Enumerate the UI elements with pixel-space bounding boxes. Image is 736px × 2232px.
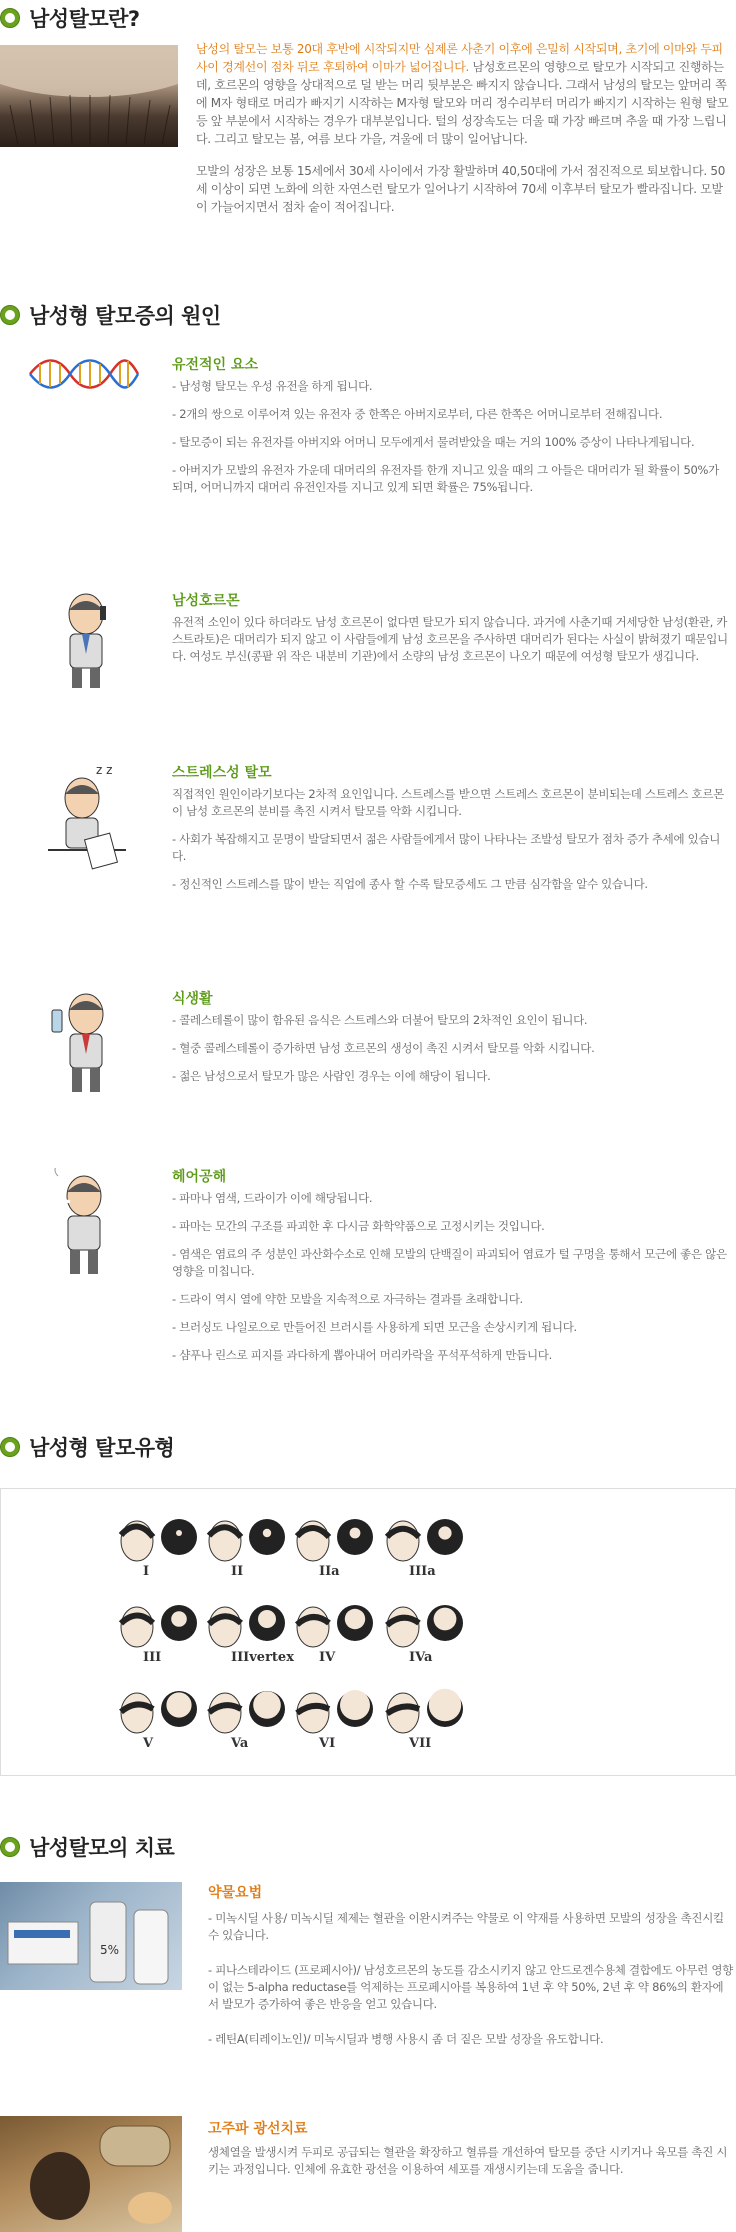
subhead-light-therapy: 고주파 광선치료	[208, 2121, 308, 2137]
hair-loss-type-label: III	[143, 1650, 162, 1665]
subhead-diet: 식생활	[172, 991, 213, 1007]
stressed-man-illustration	[44, 760, 130, 874]
man-drinking-illustration	[44, 990, 120, 1104]
subhead-hormone: 남성호르몬	[172, 593, 240, 609]
hair-loss-type-IIIa	[387, 1519, 463, 1561]
hair-loss-type-I	[121, 1519, 197, 1561]
subhead-stress: 스트레스성 탈모	[172, 765, 272, 781]
dna-helix-icon	[28, 356, 140, 396]
subhead-hair-damage: 헤어공해	[172, 1169, 227, 1185]
hair-damage-text: - 파마나 염색, 드라이가 이에 해당됩니다. - 파마는 모간의 구조를 파괴한 후 다시금 화학약품으로 고정시키는 것입니다. - 염색은 염료의 주 성분인 과산화수소로 인해 모발의 단백질이 파괴되어 염료가 털 구멍을 통해서 모근에 좋은 않은 영향을 미칩니다. - 드라이 역시 열에 약한 모발을 지속적으로 자극하는 결과를 초래합니다. - 브러싱도 나일로으로 만들어진 브러시를 사용하게 되면 모근을 손상시키게 됩니다. - 샴푸나 린스로 피지를 과다하게 뽑아내어 머리카락을 푸석푸석하게 만듭니다.	[172, 1191, 727, 1362]
hair-loss-type-label: Va	[231, 1736, 249, 1751]
hair-loss-type-label: IIIa	[409, 1564, 436, 1579]
light-therapy-photo	[0, 2116, 182, 2232]
hormone-text: 유전적 소인이 있다 하더라도 남성 호르몬이 없다면 탈모가 되지 않습니다. 과거에 사춘기때 거세당한 남성(환관, 카스트라토)은 대머리가 되지 않고 이 사람들에게 남성 호르몬을 주사하면 대머리가 된다는 사실이 밝혀졌기 때문입니다. 여성도 부신(콩팥 위 작은 내분비 기관)에서 소량의 남성 호르몬이 나오기 때문에 여성형 탈모가 생깁니다.	[172, 615, 728, 663]
hair-loss-type-IIa	[297, 1519, 373, 1561]
hair-loss-type-label: VI	[319, 1736, 336, 1751]
hair-loss-type-label: VII	[409, 1736, 432, 1751]
subhead-genetic: 유전적인 요소	[172, 357, 259, 373]
section-title-causes: 남성형 탈모증의 원인	[0, 300, 221, 330]
hair-loss-type-IIIvertex	[209, 1605, 285, 1647]
section-title-treatment: 남성탈모의 치료	[0, 1832, 174, 1862]
man-smoking-illustration	[44, 1168, 120, 1282]
hair-loss-type-label: V	[143, 1736, 154, 1751]
medication-product-photo	[0, 1882, 182, 1990]
diet-text: - 콜레스테롤이 많이 함유된 음식은 스트레스와 더불어 탈모의 2차적인 요인이 됩니다. - 혈중 콜레스테롤이 증가하면 남성 호르몬의 생성이 촉진 시켜서 탈모를 악화 시킵니다. - 젊은 남성으로서 탈모가 많은 사람인 경우는 이에 해당이 됩니다.	[172, 1013, 595, 1083]
hair-loss-type-label: IIa	[319, 1564, 340, 1579]
svg-text:5%: 5%	[100, 1943, 120, 1957]
hair-loss-type-Va	[209, 1691, 285, 1733]
circle-bullet-icon	[0, 305, 20, 325]
hair-loss-type-label: IVa	[409, 1650, 433, 1665]
hair-loss-type-II	[209, 1519, 285, 1561]
man-phone-illustration	[56, 592, 116, 696]
hair-loss-type-VI	[297, 1690, 373, 1733]
hair-loss-type-VII	[387, 1689, 463, 1733]
svg-text:z z: z z	[96, 763, 113, 777]
hair-loss-type-label: II	[231, 1564, 244, 1579]
hair-loss-type-IVa	[387, 1605, 463, 1647]
norwood-scale-illustration	[1, 1489, 735, 1775]
light-text: 생체열을 발생시켜 두피로 공급되는 혈관을 확장하고 혈류를 개선하여 탈모를 중단 시키거나 육모를 촉진 시키는 과정입니다. 인체에 유효한 광선을 이용하여 세포를 재생시키는데 도움을 줍니다.	[208, 2145, 728, 2176]
section-title-types: 남성형 탈모유형	[0, 1432, 174, 1462]
genetic-text: - 남성형 탈모는 우성 유전을 하게 됩니다. - 2개의 쌍으로 이루어져 있는 유전자 중 한쪽은 아버지로부터, 다른 한쪽은 어머니로부터 전해집니다. - 탈모증이 되는 유전자를 아버지와 어머니 모두에게서 물려받았을 때는 거의 100% 증상이 나타나게됩니다. - 아버지가 모발의 유전자 가운데 대머리의 유전자를 한개 지니고 있을 때의 그 아들은 대머리가 될 확률이 50%가 되며, 어머니까지 대머리 유전인자를 지니고 있게 되면 확률은 75%됩니다.	[172, 379, 719, 494]
hair-loss-types-diagram	[0, 1488, 736, 1776]
hair-loss-type-IV	[297, 1605, 373, 1647]
drug-text: - 미녹시딜 사용/ 미녹시딜 제제는 혈관을 이완시켜주는 약물로 이 약재를 사용하면 모발의 성장을 촉진시킬 수 있습니다. - 피나스테라이드 (프로페시아)/ 남성호르몬의 농도를 감소시키지 않고 안드로겐수용체 결합에도 아무런 영향이 없는 5-alpha reductase를 억제하는 프로페시아를 복용하여 1년 후 약 50%, 2년 후 약 86%의 환자에서 발모가 증가하여 좋은 반응을 얻고 있습니다. - 레틴A(티레이노인)/ 미녹시딜과 병행 사용시 좀 더 짙은 모발 성장을 유도합니다.	[208, 1911, 733, 2046]
section-1-text: 남성의 탈모는 보통 20대 후반에 시작되지만 심제론 사춘기 이후에 은밀히 시작되며, 초기에 이마와 두피사이 경계선이 점차 뒤로 후퇴하여 이마가 넓어집니다. 남성호르몬의 영향으로 탈모가 시작되고 진행하는데, 호르몬의 영향을 상대적으로 덜 받는 머리 뒷부분은 빠지지 않습니다. 그래서 남성의 탈모는 앞머리 쪽에 M자 형태로 머리가 빠지기 시작하는 M자형 탈모와 머리 정수리부터 머리가 빠지기 시작하는 원형 탈모 등 앞 부분에서 시작하는 경우가 대부분입니다. 털의 성장속도는 더울 때 가장 빠르며 추울 때 가장 느립니다. 그리고 탈모는 봄, 여름 보다 가을, 겨울에 더 많이 일어납니다. 모발의 성장은 보통 15세에서 30세 사이에서 가장 활발하며 40,50대에 가서 점진적으로 퇴보합니다. 50세 이상이 되면 노화에 의한 자연스런 탈모가 일어나기 시작하여 70세 이후부터 탈모가 빨라집니다. 모발이 가늘어지면서 점차 숱이 적어집니다.	[196, 42, 729, 214]
hair-scalp-photo	[0, 45, 178, 147]
hair-loss-type-III	[121, 1605, 197, 1647]
hair-loss-type-label: I	[143, 1564, 150, 1579]
circle-bullet-icon	[0, 1837, 20, 1857]
hair-loss-type-label: IIIvertex	[231, 1650, 294, 1665]
hair-loss-type-label: IV	[319, 1650, 336, 1665]
circle-bullet-icon	[0, 8, 20, 28]
hair-loss-type-V	[121, 1691, 197, 1733]
stress-text: 직접적인 원인이라기보다는 2차적 요인입니다. 스트레스를 받으면 스트레스 호르몬이 분비되는데 스트레스 호르몬이 남성 호르몬의 분비를 촉진 시켜서 탈모를 악화 시킵니다. - 사회가 복잡해지고 문명이 발달되면서 젊은 사람들에게서 많이 나타나는 조발성 탈모가 점차 증가 추세에 있습니다. - 정신적인 스트레스를 많이 받는 직업에 종사 할 수록 탈모증세도 그 만큼 심각함을 알수 있습니다.	[172, 787, 724, 891]
subhead-drug-therapy: 약물요법	[208, 1885, 263, 1901]
section-title-what: 남성탈모란?	[0, 3, 140, 33]
circle-bullet-icon	[0, 1437, 20, 1457]
